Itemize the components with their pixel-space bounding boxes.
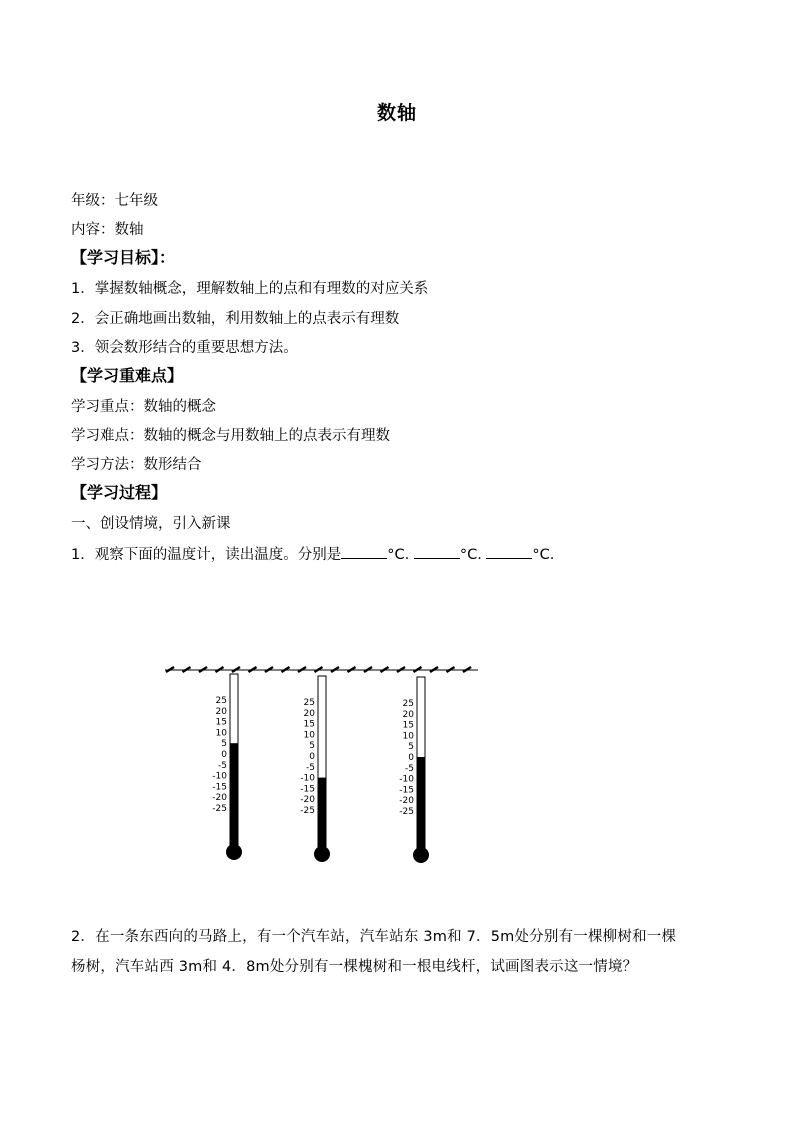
answer-blank[interactable] <box>486 544 532 559</box>
mercury-column <box>417 757 425 855</box>
question-two: 2．在一条东西向的马路上，有一个汽车站，汽车站东 3m和 7．5m处分别有一棵柳树和一棵杨树，汽车站西 3m和 4．8m处分别有一棵槐树和一根电线杆，试画图表示这一情境？ <box>71 929 677 975</box>
degree-unit: °C. <box>459 547 482 563</box>
scale-label: 10 <box>402 731 414 742</box>
scale-label: -5 <box>306 762 315 773</box>
process-heading: 【学习过程】 <box>71 483 168 502</box>
scale-label: -25 <box>300 806 315 816</box>
scale-label: -20 <box>212 793 227 804</box>
question-one-text: 1．观察下面的温度计，读出温度。分别是 <box>71 547 342 563</box>
scale-label: 10 <box>215 728 227 739</box>
thermometer-bulb <box>314 846 330 862</box>
scale-label: 0 <box>408 753 414 763</box>
scale-label: 25 <box>303 698 315 708</box>
page-title: 数轴 <box>376 102 417 124</box>
scale-label: 5 <box>309 741 315 752</box>
scale-label: 15 <box>215 717 227 728</box>
scale-label: 15 <box>303 719 315 730</box>
key-focus-line: 学习重点：数轴的概念 <box>71 399 216 415</box>
scale-label: 20 <box>215 706 227 717</box>
key-difficulty-line: 学习难点：数轴的概念与用数轴上的点表示有理数 <box>71 428 390 444</box>
scale-label: 20 <box>303 708 315 719</box>
scale-label: -10 <box>300 773 315 784</box>
scale-label: 15 <box>402 720 414 731</box>
scale-label: 5 <box>408 742 414 753</box>
scale-label: -25 <box>399 807 414 817</box>
objective-item: 1．掌握数轴概念，理解数轴上的点和有理数的对应关系 <box>71 281 429 297</box>
thermometer-bulb <box>226 844 242 860</box>
scale-label: 5 <box>221 739 227 750</box>
scale-label: -15 <box>399 785 414 796</box>
mercury-column <box>318 778 326 854</box>
thermometer-figure <box>160 660 490 870</box>
scale-label: 20 <box>402 709 414 720</box>
scale-label: 0 <box>309 752 315 762</box>
scale-label: -20 <box>399 796 414 807</box>
scale-label: -10 <box>212 771 227 782</box>
scale-label: 0 <box>221 750 227 760</box>
thermometer-drawing <box>160 660 490 870</box>
thermometer-bulb <box>413 847 429 863</box>
question-one <box>71 544 554 565</box>
scale-label: 10 <box>303 730 315 741</box>
objectives-heading: 【学习目标】： <box>71 248 176 267</box>
scale-label: -5 <box>405 763 414 774</box>
scale-label: -15 <box>300 784 315 795</box>
objective-item: 3．领会数形结合的重要思想方法。 <box>71 340 298 356</box>
scale-label: 25 <box>402 699 414 709</box>
mercury-column <box>230 743 238 852</box>
key-points-heading: 【学习重难点】 <box>71 366 184 385</box>
section-one-title: 一、创设情境，引入新课 <box>71 516 231 532</box>
learning-method-line: 学习方法：数形结合 <box>71 457 202 473</box>
content-line: 内容：数轴 <box>71 222 144 238</box>
scale-label: -20 <box>300 795 315 806</box>
answer-blank[interactable] <box>341 544 387 559</box>
scale-label: -10 <box>399 774 414 785</box>
degree-unit: °C. <box>532 547 555 563</box>
answer-blank[interactable] <box>414 544 460 559</box>
scale-label: -15 <box>212 782 227 793</box>
degree-unit: °C. <box>387 547 410 563</box>
scale-label: -5 <box>218 760 227 771</box>
grade-line: 年级：七年级 <box>71 193 158 209</box>
objective-item: 2．会正确地画出数轴，利用数轴上的点表示有理数 <box>71 311 400 327</box>
scale-label: 25 <box>215 696 227 706</box>
scale-label: -25 <box>212 804 227 814</box>
